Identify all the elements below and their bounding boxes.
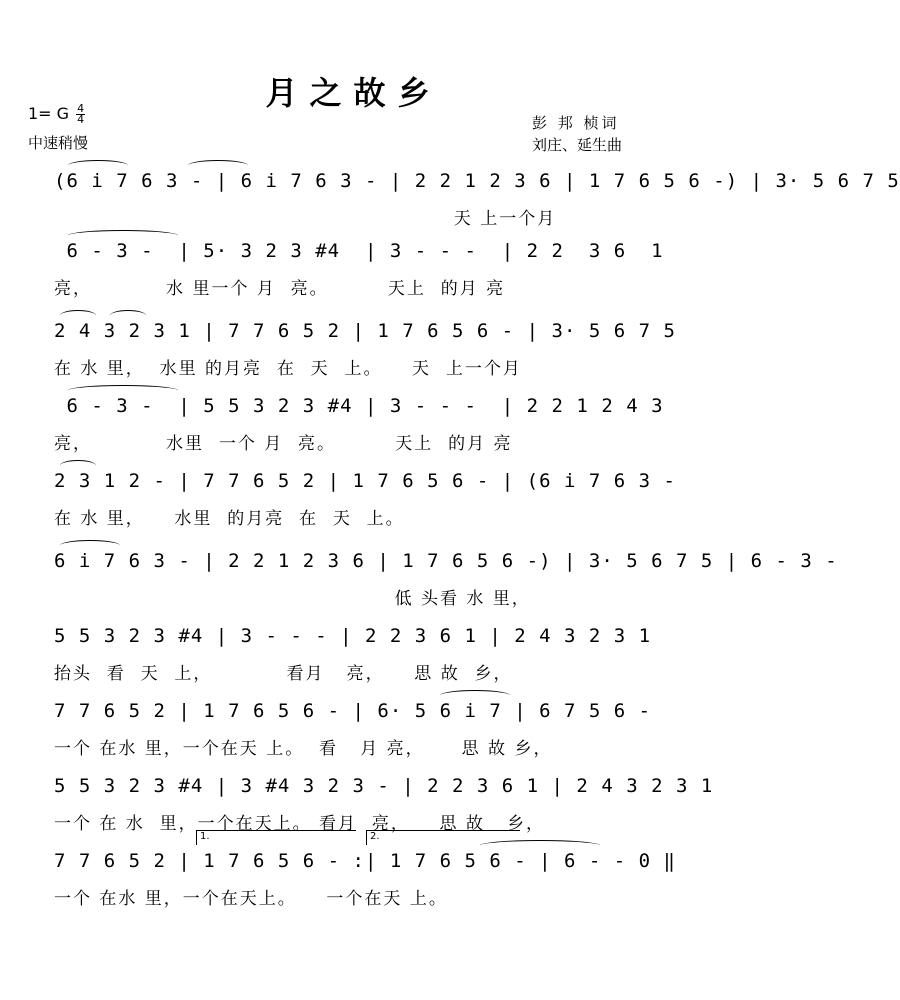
notes-line: 2 4 3 2 3 1 | 7 7 6 5 2 | 1 7 6 5 6 - | 3· 5 6 7 5 bbox=[54, 320, 676, 342]
first-ending bbox=[196, 830, 356, 845]
notes-line: 6 - 3 - | 5· 3 2 3 #4 | 3 - - - | 2 2 3 6 1 bbox=[54, 240, 664, 262]
score-system-10 bbox=[0, 831, 707, 926]
meter-bottom: 4 bbox=[77, 113, 85, 126]
lyrics-line: 低 头看 水 里， bbox=[54, 589, 531, 609]
notes-line: 6 i 7 6 3 - | 2 2 1 2 3 6 | 1 7 6 5 6 -) | 3· 5 6 7 5 | 6 - 3 - bbox=[54, 550, 838, 572]
score-system-8 bbox=[0, 690, 707, 776]
lyrics-line: 一个 在 水 里，一个在天上。 看月 亮， 思 故 乡， bbox=[54, 814, 546, 834]
tempo-marking: 中速稍慢 bbox=[28, 134, 89, 152]
first-ending-label: 1. bbox=[200, 831, 210, 842]
lyrics-line: 一个 在水 里，一个在天 上。 看 月 亮， 思 故 乡， bbox=[54, 739, 553, 759]
notes-line: 5 5 3 2 3 #4 | 3 - - - | 2 2 3 6 1 | 2 4 3 2 3 1 bbox=[54, 625, 652, 647]
lyrics-line: 在 水 里， 水里 的月亮 在 天 上。 bbox=[54, 509, 405, 529]
score-system-4 bbox=[0, 385, 707, 471]
lyrics-line: 抬头 看 天 上， 看月 亮， 思 故 乡， bbox=[54, 664, 513, 684]
composer-credit: 刘庄、延生曲 bbox=[532, 136, 623, 154]
score-system-6 bbox=[0, 540, 838, 626]
notes-line: (6 i 7 6 3 - | 6 i 7 6 3 - | 2 2 1 2 3 6 | 1 7 6 5 6 -) | 3· 5 6 7 5 bbox=[54, 170, 900, 192]
notes-line: 6 - 3 - | 5 5 3 2 3 #4 | 3 - - - | 2 2 1 2 4 3 bbox=[54, 395, 664, 417]
key-label: 1= G bbox=[28, 104, 70, 123]
lyrics-line: 亮， 水里 一个 月 亮。 天上 的月 亮 bbox=[54, 434, 513, 454]
second-ending-label: 2. bbox=[370, 831, 380, 842]
lyrics-line: 亮， 水 里一个 月 亮。 天上 的月 亮 bbox=[54, 279, 506, 299]
time-signature bbox=[76, 104, 85, 125]
song-title: 月之故乡 bbox=[265, 74, 442, 112]
notes-line: 7 7 6 5 2 | 1 7 6 5 6 - :| 1 7 6 5 6 - | 6 - - 0 ‖ bbox=[54, 850, 676, 872]
score-system-5 bbox=[0, 460, 707, 546]
score-system-7 bbox=[0, 615, 707, 701]
notes-line: 5 5 3 2 3 #4 | 3 #4 3 2 3 - | 2 2 3 6 1 | 2 4 3 2 3 1 bbox=[54, 775, 714, 797]
key-signature bbox=[28, 104, 85, 125]
score-system-3 bbox=[0, 310, 707, 396]
score-system-2 bbox=[0, 230, 707, 316]
lyrics-line: 一个 在水 里，一个在天上。 一个在天 上。 bbox=[54, 889, 448, 909]
lyrics-line: 在 水 里， 水里 的月亮 在 天 上。 天 上一个月 bbox=[54, 359, 522, 379]
meter-top: 4 bbox=[77, 102, 85, 115]
lyricist-credit: 彭 邦 桢词 bbox=[532, 114, 620, 132]
notes-line: 2 3 1 2 - | 7 7 6 5 2 | 1 7 6 5 6 - | (6 i 7 6 3 - bbox=[54, 470, 676, 492]
lyrics-line: 天 上一个月 bbox=[54, 209, 557, 229]
notes-line: 7 7 6 5 2 | 1 7 6 5 6 - | 6· 5 6 i 7 | 6 7 5 6 - bbox=[54, 700, 652, 722]
